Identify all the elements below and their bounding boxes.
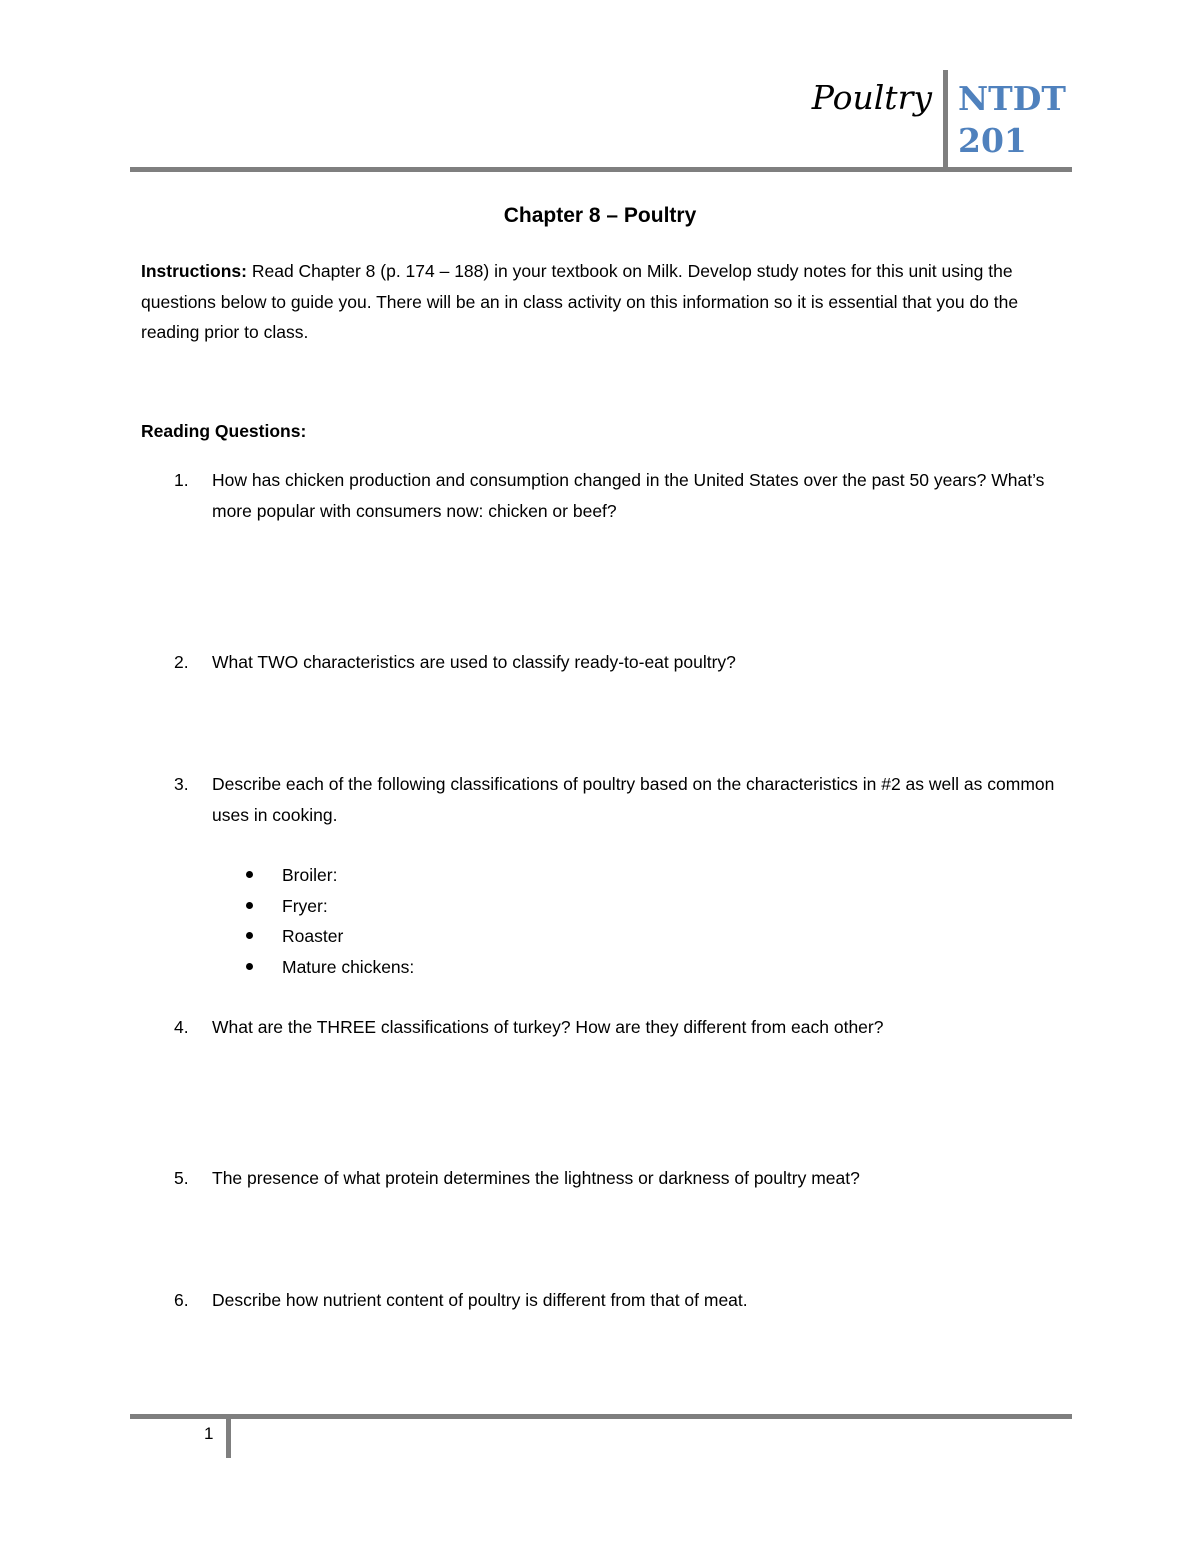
- question-number-3: 3.: [174, 774, 189, 794]
- instructions-paragraph: [141, 256, 1061, 348]
- bullet-item-broiler: Broiler:: [282, 865, 338, 885]
- instructions-label: Instructions:: [141, 261, 247, 281]
- bullet-icon: [246, 902, 253, 909]
- bullet-item-roaster: Roaster: [282, 926, 344, 946]
- question-number-2: 2.: [174, 652, 189, 672]
- bullet-icon: [246, 871, 253, 878]
- question-text-6: Describe how nutrient content of poultry is different from that of meat.: [212, 1290, 748, 1310]
- question-text-2: What TWO characteristics are used to classify ready-to-eat poultry?: [212, 652, 736, 672]
- question-number-4: 4.: [174, 1017, 189, 1037]
- header-divider: [943, 70, 948, 170]
- header-rule: [130, 167, 1072, 172]
- footer-divider: [226, 1414, 231, 1458]
- question-text-1: How has chicken production and consumption changed in the United States over the past 50 years? What’s more popular with consumers now: chicken or beef?: [212, 470, 1045, 521]
- page-number: 1: [204, 1424, 214, 1443]
- bullet-item-fryer: Fryer:: [282, 896, 328, 916]
- question-text-5: The presence of what protein determines the lightness or darkness of poultry meat?: [212, 1168, 860, 1188]
- footer-rule: [130, 1414, 1072, 1419]
- course-code-line-2: 201: [958, 121, 1027, 160]
- reading-questions-heading: Reading Questions:: [141, 421, 307, 441]
- header-title: Poultry: [811, 78, 932, 117]
- question-number-1: 1.: [174, 470, 189, 490]
- bullet-icon: [246, 963, 253, 970]
- course-code-line-1: NTDT: [958, 79, 1066, 118]
- question-number-6: 6.: [174, 1290, 189, 1310]
- chapter-title: Chapter 8 – Poultry: [503, 204, 697, 227]
- bullet-item-mature-chickens: Mature chickens:: [282, 957, 415, 977]
- instructions-text: Read Chapter 8 (p. 174 – 188) in your textbook on Milk. Develop study notes for this unit using the questions below to guide you. There will be an in class activity on this information so it is essential that you do the reading prior to class.: [141, 261, 1019, 342]
- question-text-3: Describe each of the following classifications of poultry based on the characteristics in #2 as well as common uses in cooking.: [212, 774, 1055, 825]
- bullet-icon: [246, 932, 253, 939]
- header-course-code: [958, 78, 1066, 162]
- question-text-4: What are the THREE classifications of turkey? How are they different from each other?: [212, 1017, 884, 1037]
- question-number-5: 5.: [174, 1168, 189, 1188]
